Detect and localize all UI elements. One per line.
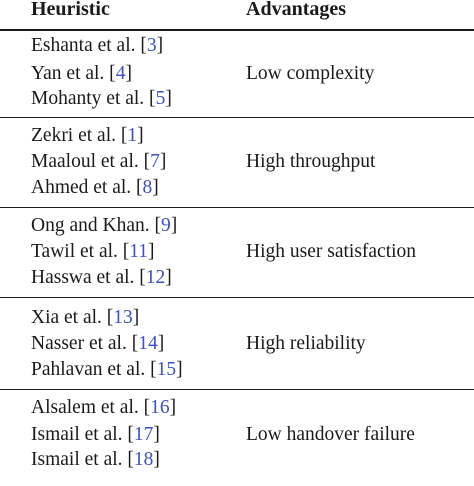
citation-link[interactable]: 7 <box>150 151 160 172</box>
header-advantages: Advantages <box>246 0 347 20</box>
table-row-group <box>0 396 474 486</box>
citation-link[interactable]: 17 <box>133 424 154 445</box>
reference-entry: Mohanty et al. [5] <box>31 88 172 109</box>
citation-link[interactable]: 16 <box>150 397 170 418</box>
citation-link[interactable]: 15 <box>156 359 177 380</box>
citation-link[interactable]: 4 <box>115 63 126 84</box>
citation-link[interactable]: 11 <box>129 241 149 262</box>
reference-entry: Ismail et al. [17] <box>31 424 160 445</box>
table-row-group <box>0 124 474 214</box>
row-rule <box>0 117 474 118</box>
advantage-cell: High reliability <box>246 333 366 354</box>
reference-entry: Hasswa et al. [12] <box>31 267 172 288</box>
citation-link[interactable]: 14 <box>138 333 158 354</box>
advantage-cell: Low complexity <box>246 63 375 84</box>
table-row-group <box>0 306 474 396</box>
citation-link[interactable]: 18 <box>133 449 154 470</box>
citation-link[interactable]: 8 <box>142 177 153 198</box>
reference-entry: Nasser et al. [14] <box>31 333 165 354</box>
citation-link[interactable]: 5 <box>155 88 166 109</box>
reference-entry: Yan et al. [4] <box>31 63 132 84</box>
reference-entry: Xia et al. [13] <box>31 307 140 328</box>
advantage-cell: High user satisfaction <box>246 241 417 262</box>
reference-entry: Alsalem et al. [16] <box>31 397 177 418</box>
advantage-cell: Low handover failure <box>246 424 415 445</box>
citation-link[interactable]: 13 <box>113 307 133 328</box>
reference-entry: Zekri et al. [1] <box>31 125 144 146</box>
row-rule <box>0 207 474 208</box>
reference-entry: Eshanta et al. [3] <box>31 35 164 56</box>
table-row-group <box>0 214 474 304</box>
reference-entry: Maaloul et al. [7] <box>31 151 167 172</box>
citation-link[interactable]: 9 <box>160 215 171 236</box>
table-row-group <box>0 34 474 124</box>
advantage-cell: High throughput <box>246 151 376 172</box>
reference-entry: Tawil et al. [11] <box>31 241 155 262</box>
reference-entry: Ismail et al. [18] <box>31 449 160 470</box>
reference-entry: Ong and Khan. [9] <box>31 215 178 236</box>
citation-link[interactable]: 3 <box>146 35 157 56</box>
header-rule <box>0 29 474 31</box>
table-header <box>0 0 474 28</box>
citation-link[interactable]: 1 <box>127 125 138 146</box>
row-rule <box>0 389 474 390</box>
row-rule <box>0 297 474 298</box>
reference-entry: Pahlavan et al. [15] <box>31 359 183 380</box>
reference-entry: Ahmed et al. [8] <box>31 177 159 198</box>
citation-link[interactable]: 12 <box>145 267 166 288</box>
header-heuristic: Heuristic <box>31 0 110 20</box>
